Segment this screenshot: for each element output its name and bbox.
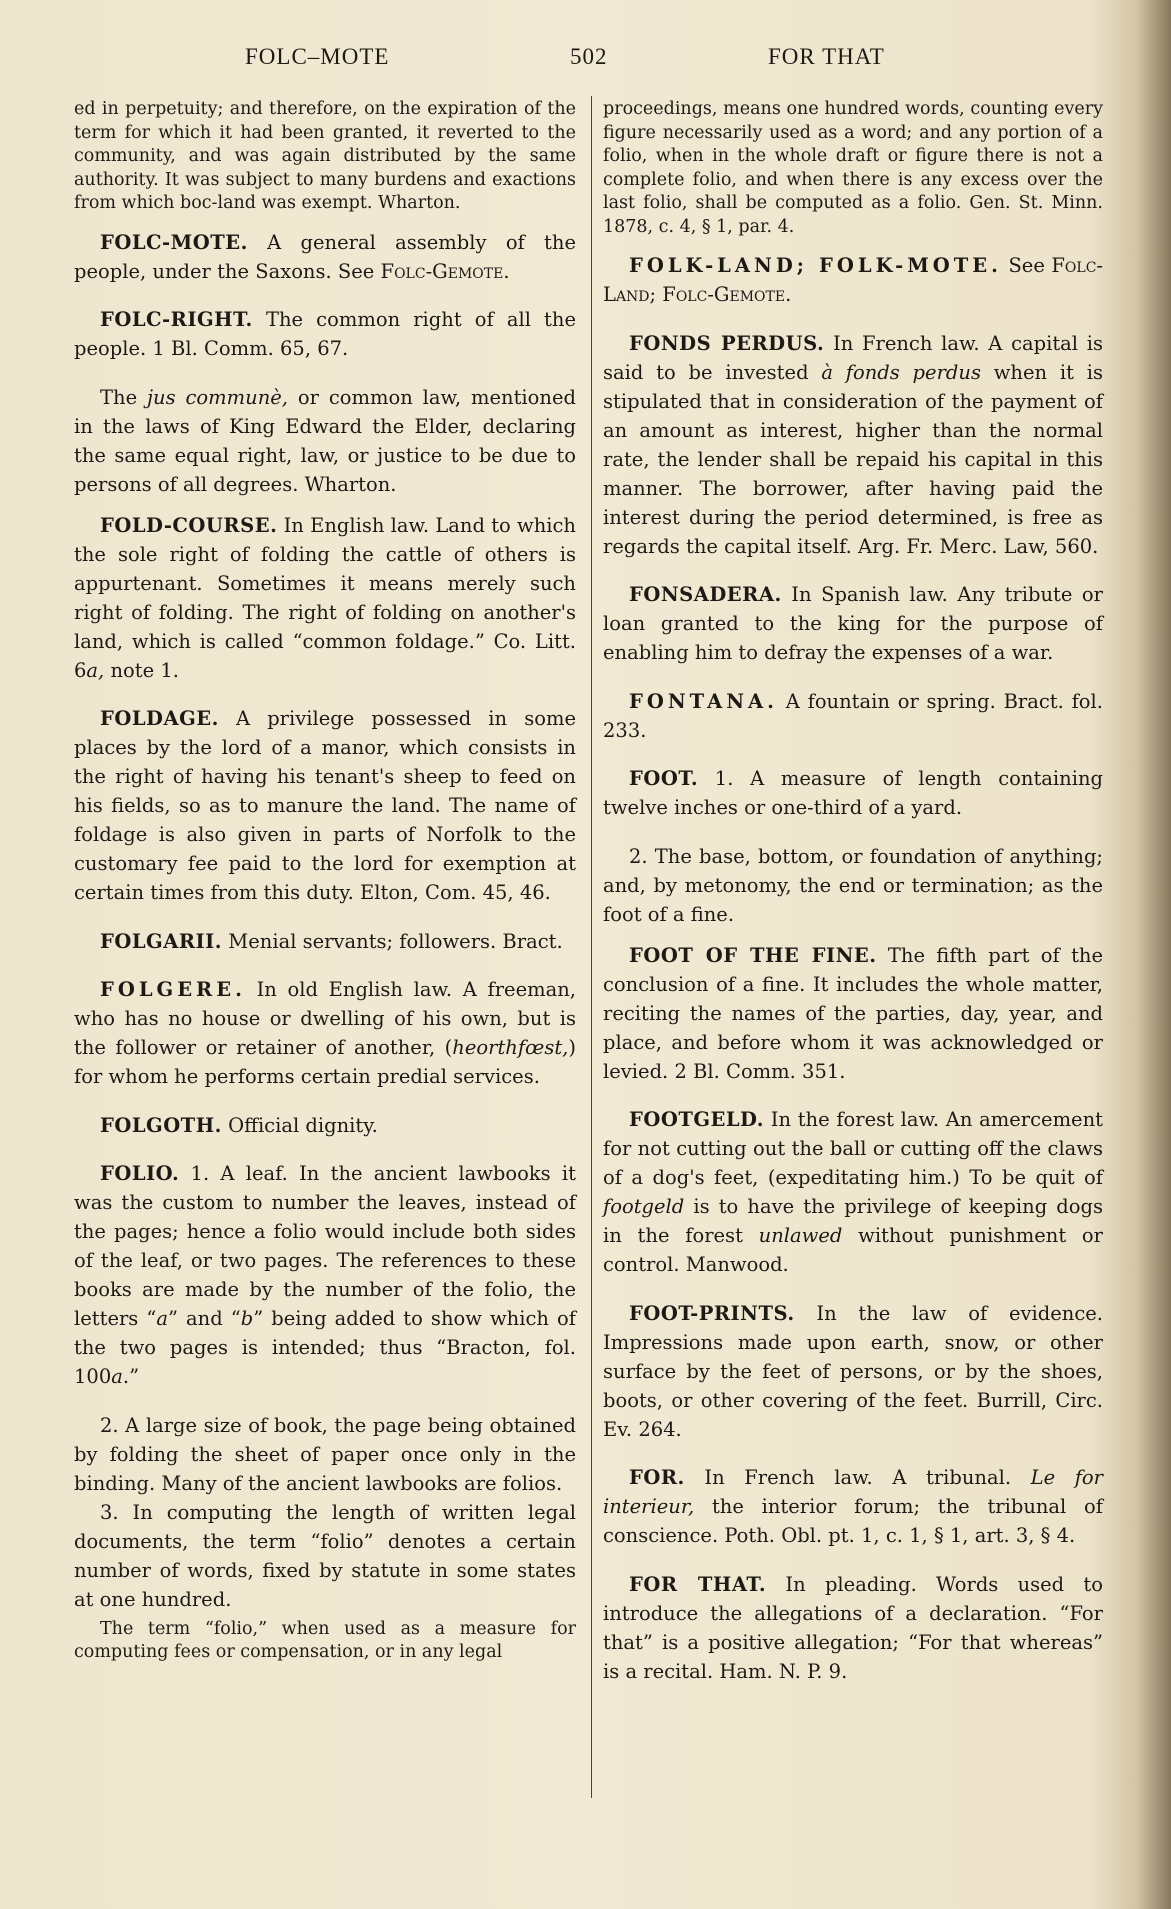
entry-head: FOLGOTH. [100,1113,222,1137]
entry-text: The common right of all the people. 1 Bl. Comm. 65, 67. [74,308,576,360]
entry-note-paragraph: The term “folio,” when used as a measure for computing fees or compensation, or in any legal [74,1618,576,1662]
entry-folgarii [74,927,576,956]
right-column [603,98,1103,1705]
entry-head: FONTANA. [629,689,778,713]
entry-folk-land [603,251,1103,309]
page-number: 502 [570,44,608,69]
text-run: is to have the privilege of keeping dogs in the forest [603,1195,1103,1247]
italic-letter: b [240,1307,254,1330]
text-run: ” and “ [168,1307,241,1330]
italic-term: a, [86,658,105,682]
left-column [74,98,576,1665]
entry-fold-course [74,511,576,685]
header-left-guide-word: FOLC–MOTE [245,44,390,69]
entry-head: FOLGERE. [100,978,246,1001]
entry-for [603,1463,1103,1550]
entry-text: In the forest law. An amercement for not cutting out the ball or cutting off the claws of a dog's feet, (expeditating him.) To be quit of [603,1108,1103,1189]
text-run: the interior forum; the tribunal of conscience. Poth. Obl. pt. 1, c. 1, § 1, art. 3, § 4. [603,1495,1103,1547]
italic-term: heorthfœst, [452,1036,569,1059]
italic-term: Le for interieur, [603,1466,1103,1518]
italic-letter: a [156,1307,168,1330]
entry-fontana [603,687,1103,745]
entry-text: In English law. Land to which the sole right of folding the cattle of others is appurtenant. Sometimes it means merely such right of folding. The right of folding on another's land, which is called “common foldage.” Co. Litt. 6 [74,513,576,682]
italic-term: unlawed [758,1224,843,1247]
entry-head: FOLIO. [100,1162,180,1185]
entry-head: FOLK-LAND; FOLK-MOTE. [629,254,1002,277]
text-run: or common law, mentioned in the laws of King Edward the Elder, declaring the same equal right, law, or justice to be due to persons of all degrees. Wharton. [74,385,576,496]
entry-head: FONDS PERDUS. [629,331,825,355]
entry-head: FOLDAGE. [100,707,219,730]
entry-text: In pleading. Words used to introduce the allegations of a declaration. “For that” is a positive allegation; “For that whereas” is a recital. Ham. N. P. 9. [603,1572,1103,1683]
entry-head: FOR THAT. [629,1572,767,1596]
entry-folio [74,1159,576,1391]
text-run: ) for whom he performs certain predial services. [74,1036,576,1088]
entry-paragraph: 2. The base, bottom, or foundation of anything; and, by metonomy, the end or termination; as the foot of a fine. [603,844,1103,926]
entry-text: A general assembly of the people, under the Saxons. See [74,230,576,283]
entry-head: FOLGARII. [100,929,223,953]
text-run: The [100,385,147,409]
entry-folc-mote [74,228,576,286]
entry-footgeld [603,1105,1103,1279]
entry-text: In the law of evidence. Impressions made upon earth, snow, or other surface by the feet of persons, or by the shoes, boots, or other covering of the feet. Burrill, Circ. Ev. 264. [603,1301,1103,1441]
entry-text: A fountain or spring. Bract. fol. 233. [603,689,1103,742]
entry-head: FONSADERA. [629,583,782,606]
entry-text: See [1001,254,1052,277]
entry-head: FOOT-PRINTS. [629,1301,795,1325]
running-header [70,44,1100,84]
entry-text: In Spanish law. Any tribute or loan granted to the king for the purpose of enabling him to defray the expenses of a war. [603,583,1103,664]
italic-term: jus communè, [147,385,288,409]
text-run: note 1. [104,658,179,682]
header-right-guide-word: FOR THAT [768,44,885,69]
cross-reference: Folc-Gemote. [380,259,510,283]
entry-head: FOR. [629,1466,685,1489]
entry-foot-prints [603,1299,1103,1444]
italic-letter: a [111,1365,123,1388]
entry-foldage [74,704,576,907]
entry-text: 1. A leaf. In the ancient lawbooks it was the custom to number the leaves, instead of the pages; hence a folio would include both sides of the leaf, or two pages. The references to these books are made by the number of the folio, the letters “ [74,1162,576,1330]
entry-text: In old English law. A freeman, who has no house or dwelling of his own, but is the follower or retainer of another, ( [74,978,576,1059]
entry-folgoth [74,1111,576,1140]
entry-fonds-perdus [603,329,1103,561]
entry-head: FOOT. [629,767,699,790]
entry-text: Official dignity. [221,1113,378,1137]
continued-entry-text: ed in perpetuity; and therefore, on the expiration of the term for which it had been granted, it reverted to the community, and was again distributed by the same authority. It was subject to many burdens and exactions from which boc-land was exempt. Wharton. [74,99,576,213]
entry-paragraph [74,383,576,499]
cross-reference: Folc-Land; Folc-Gemote. [603,254,1103,306]
column-divider [591,96,592,1798]
text-run: when it is stipulated that in consideration of the payment of an amount as interest, higher than the normal rate, the lender shall be repaid his capital in this manner. The borrower, after having paid the interest during the period determined, is free as regards the capital itself. Arg. Fr. Merc. Law, 560. [603,360,1103,558]
entry-paragraph: 3. In computing the length of written legal documents, the term “folio” denotes a certain number of words, fixed by statute in some states at one hundred. [74,1500,576,1611]
entry-fonsadera [603,580,1103,667]
entry-foot [603,764,1103,822]
entry-head: FOLC-MOTE. [100,230,248,254]
entry-head: FOOT OF THE FINE. [629,943,877,967]
entry-head: FOOTGELD. [629,1108,765,1131]
entry-text: The fifth part of the conclusion of a fine. It includes the whole matter, reciting the names of the parties, day, year, and place, and before whom it was acknowledged or levied. 2 Bl. Comm. 351. [603,943,1104,1083]
entry-for-that [603,1570,1103,1686]
entry-folc-right [74,305,576,363]
page-binding-shadow [1137,0,1171,1909]
entry-foot-of-the-fine [603,941,1103,1086]
italic-term: à fonds perdus [821,360,981,384]
entry-text: 1. A measure of length containing twelve inches or one-third of a yard. [603,767,1103,819]
italic-term: footgeld [603,1195,685,1218]
text-run: ” being added to show which of the two pages is intended; thus “Bracton, fol. 100 [74,1307,576,1388]
entry-head: FOLC-RIGHT. [100,308,253,331]
continued-entry-text: proceedings, means one hundred words, counting every figure necessarily used as a word; and any portion of a folio, when in the whole draft or figure there is not a complete folio, and when there is any excess over the last folio, shall be computed as a folio. Gen. St. Minn. 1878, c. 4, § 1, par. 4. [603,99,1103,237]
entry-text: In French law. A capital is said to be invested [603,331,1103,384]
entry-text: Menial servants; followers. Bract. [222,929,563,953]
entry-paragraph: 2. A large size of book, the page being obtained by folding the sheet of paper once only in the binding. Many of the ancient lawbooks are folios. [74,1413,576,1495]
text-run: without punishment or control. Manwood. [603,1224,1103,1276]
text-run: .” [122,1365,140,1388]
entry-folgere [74,975,576,1091]
entry-head: FOLD-COURSE. [100,513,278,537]
entry-text: A privilege possessed in some places by the lord of a manor, which consists in the right of having his tenant's sheep to feed on his fields, so as to manure the land. The name of foldage is also given in parts of Norfolk to the customary fee paid to the lord for exemption at certain times from this duty. Elton, Com. 45, 46. [74,707,576,904]
entry-text: In French law. A tribunal. [684,1466,1031,1489]
